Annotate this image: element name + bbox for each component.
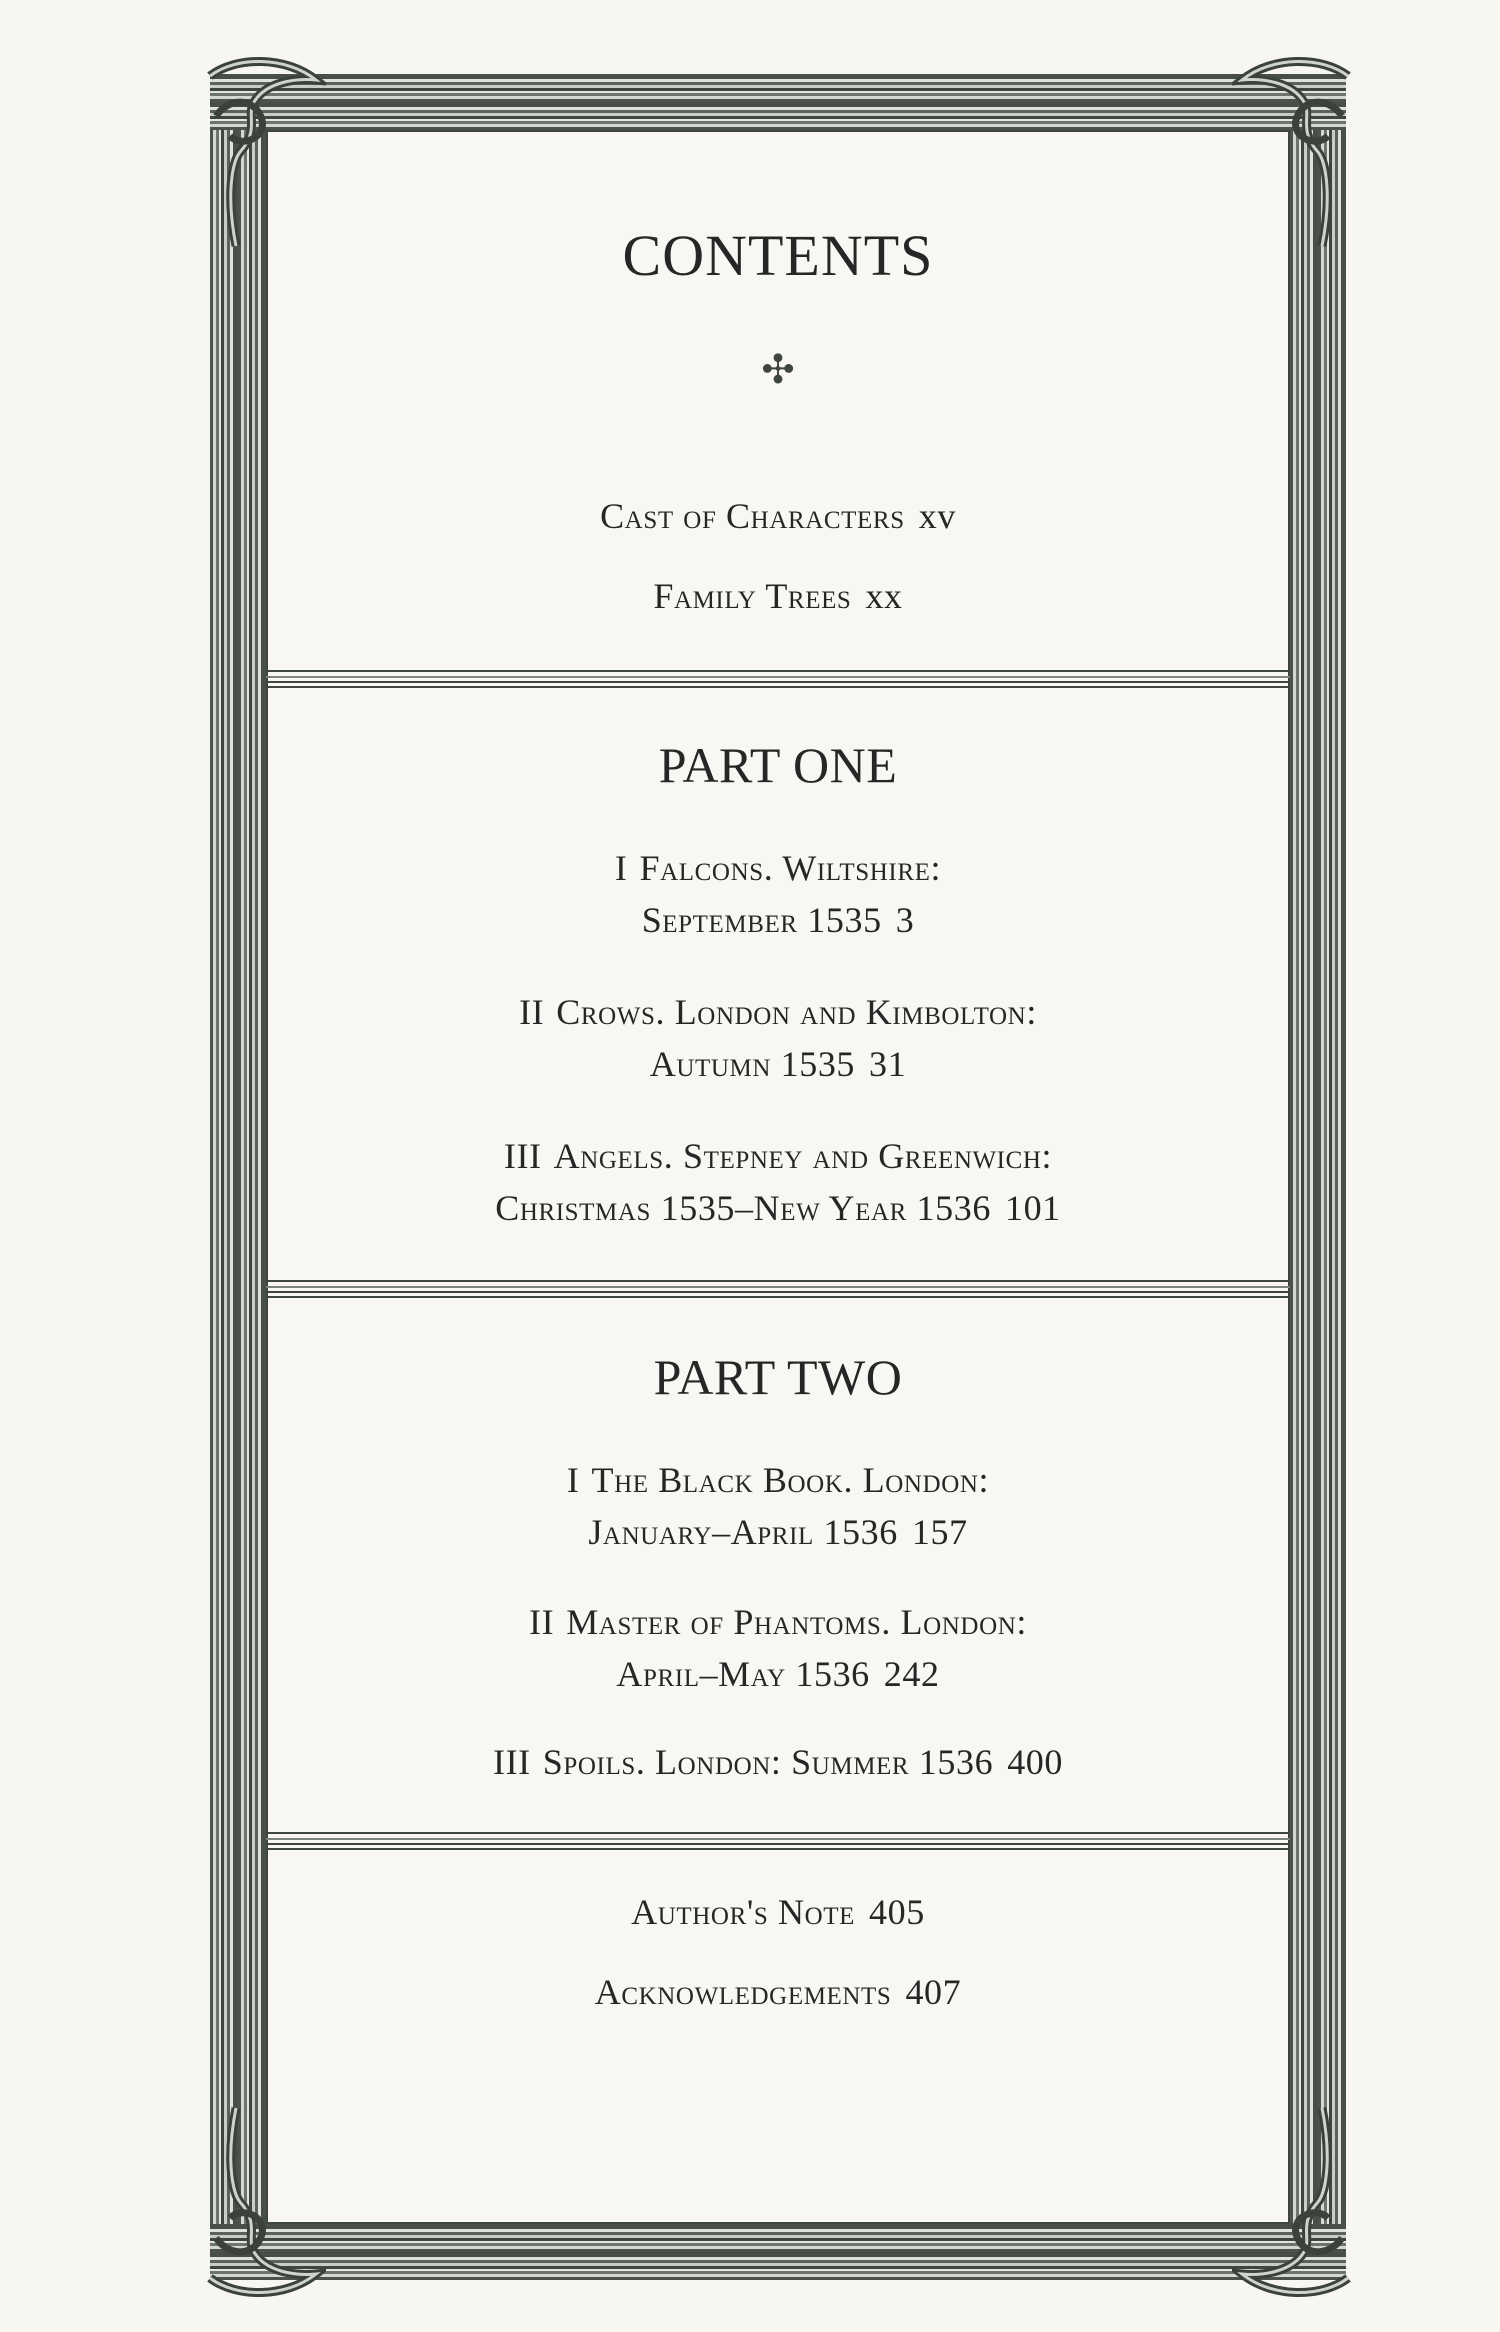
entry-title: Cast of Characters	[600, 496, 905, 536]
section-divider	[266, 670, 1290, 688]
toc-entry	[266, 1966, 1290, 2018]
chapter-numeral: I	[566, 1460, 580, 1500]
toc-chapter	[266, 1130, 1290, 1234]
chapter-title: The Black Book. London:	[591, 1460, 990, 1500]
chapter-title: Angels. Stepney and Greenwich:	[553, 1136, 1053, 1176]
chapter-numeral: III	[503, 1136, 542, 1176]
toc-entry	[266, 490, 1290, 542]
entry-title: Acknowledgements	[594, 1972, 892, 2012]
fleuron-icon: ✣	[761, 347, 795, 392]
section-divider	[266, 1280, 1290, 1298]
corner-ornament-icon	[196, 2098, 326, 2298]
chapter-title: Spoils. London: Summer 1536	[542, 1742, 994, 1782]
chapter-subtitle: Christmas 1535–New Year 1536	[495, 1188, 991, 1228]
chapter-numeral: III	[493, 1742, 531, 1782]
section-divider	[266, 1832, 1290, 1850]
frame-bottom-rail	[210, 2224, 1346, 2280]
chapter-subtitle: April–May 1536	[616, 1654, 870, 1694]
entry-page-number: 157	[911, 1512, 968, 1552]
part-heading: PART ONE	[658, 737, 898, 793]
frame-right-rail	[1290, 74, 1346, 2280]
entry-page-number: 242	[883, 1654, 940, 1694]
entry-page-number: 101	[1004, 1188, 1061, 1228]
toc-chapter	[266, 1736, 1290, 1788]
chapter-numeral: I	[614, 848, 628, 888]
entry-page-number: 405	[869, 1892, 925, 1932]
chapter-title: Master of Phantoms. London:	[566, 1602, 1027, 1642]
entry-title: Author's Note	[631, 1892, 856, 1932]
entry-page-number: 407	[905, 1972, 962, 2012]
toc-chapter	[266, 986, 1290, 1090]
toc-chapter	[266, 1454, 1290, 1558]
chapter-title: Falcons. Wiltshire:	[639, 848, 942, 888]
chapter-subtitle: September 1535	[641, 900, 882, 940]
entry-title: Family Trees	[653, 576, 852, 616]
entry-page-number: xv	[918, 496, 956, 536]
corner-ornament-icon	[1232, 2098, 1362, 2298]
toc-chapter	[266, 1596, 1290, 1700]
chapter-title: Crows. London and Kimbolton:	[556, 992, 1037, 1032]
chapter-subtitle: January–April 1536	[588, 1512, 898, 1552]
entry-page-number: 31	[869, 1044, 907, 1084]
entry-page-number: xx	[865, 576, 903, 616]
page-title: CONTENTS	[622, 223, 934, 288]
frame-top-rail	[210, 74, 1346, 130]
toc-entry	[266, 1886, 1290, 1938]
chapter-numeral: II	[519, 992, 545, 1032]
toc-chapter	[266, 842, 1290, 946]
part-heading: PART TWO	[653, 1349, 903, 1405]
entry-page-number: 400	[1007, 1742, 1063, 1782]
chapter-numeral: II	[529, 1602, 555, 1642]
toc-entry	[266, 570, 1290, 622]
chapter-subtitle: Autumn 1535	[649, 1044, 856, 1084]
entry-page-number: 3	[895, 900, 915, 940]
frame-left-rail	[210, 74, 266, 2280]
